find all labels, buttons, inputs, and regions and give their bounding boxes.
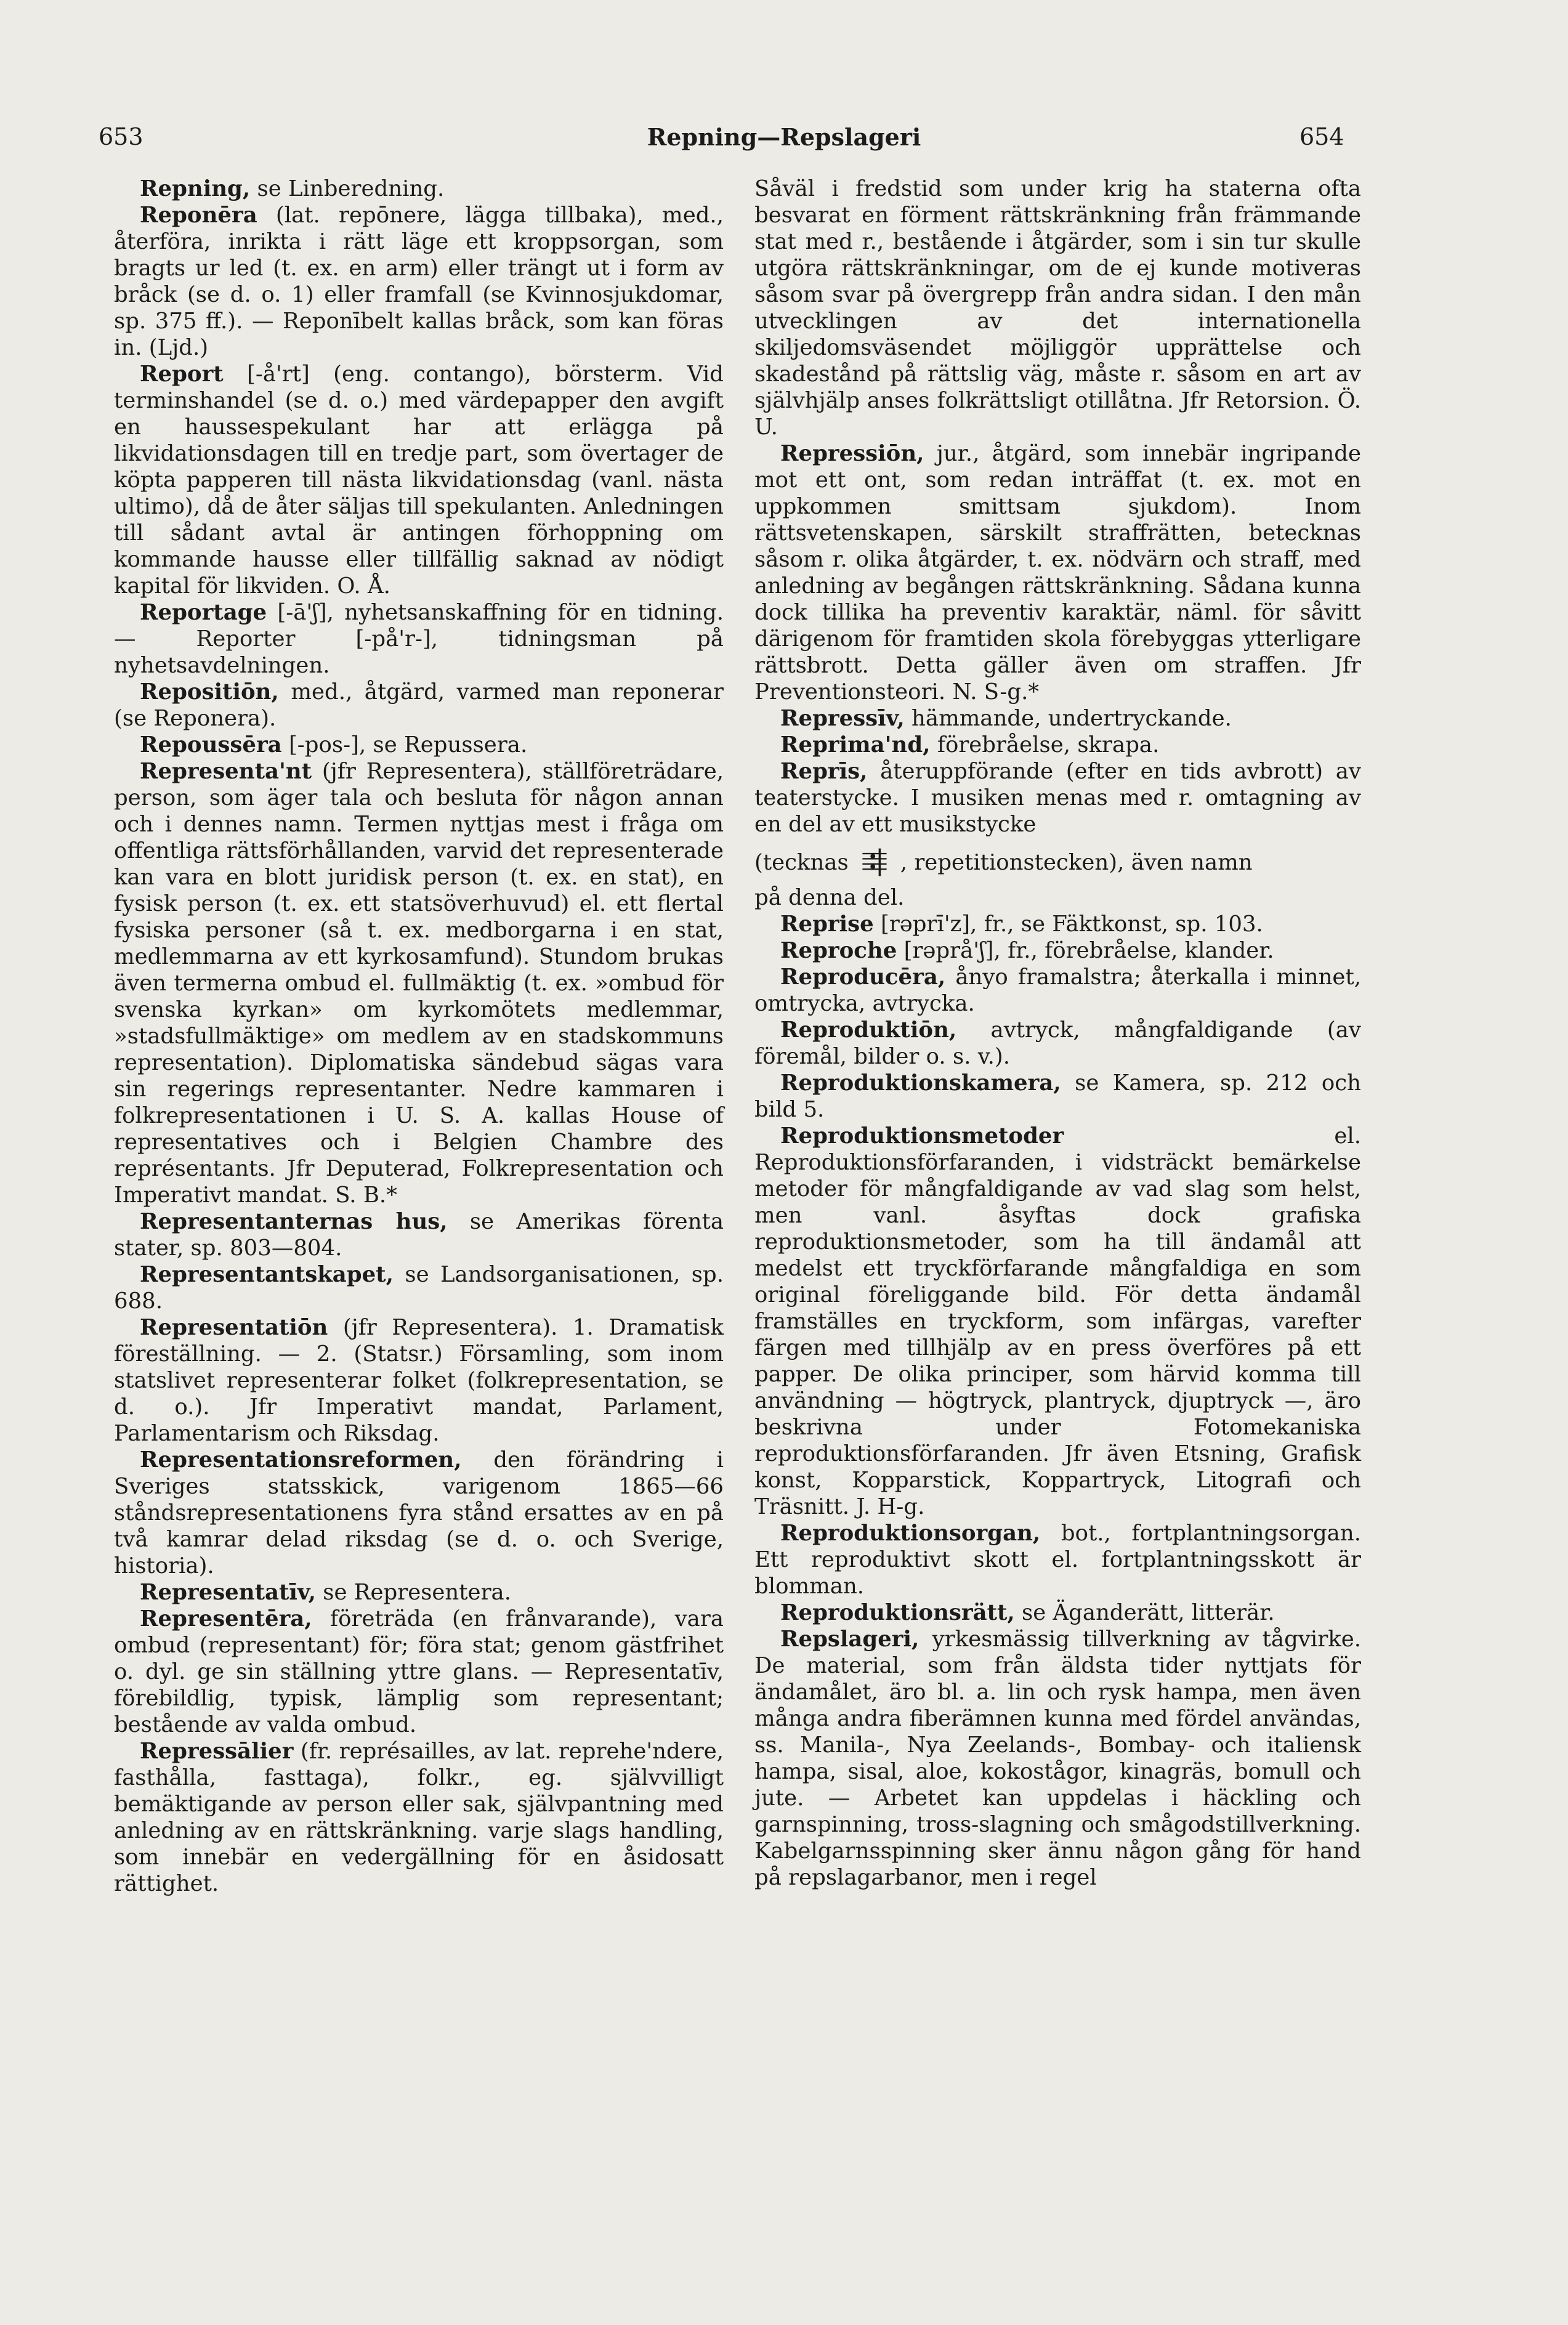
entry-headword: Report <box>140 362 224 387</box>
entry-headword: Reproduktionsrätt, <box>780 1600 1015 1625</box>
entry-headword: Reproduktiōn, <box>780 1017 957 1043</box>
entry-text: , repetitionstecken), även namn <box>900 849 1253 875</box>
repeat-sign-icon <box>857 845 892 879</box>
repeat-sign-line <box>754 845 1361 879</box>
entry-text: se Linberedning. <box>250 176 445 201</box>
entry-text: ånyo framalstra; återkalla i minnet, omtrycka, avtrycka. <box>754 964 1368 1016</box>
entry-headword: Reprise <box>780 912 874 937</box>
dictionary-entry <box>114 679 731 732</box>
dictionary-entry <box>114 361 731 599</box>
dictionary-entry <box>114 202 731 361</box>
dictionary-entry <box>754 1599 1361 1626</box>
entry-text: se Amerikas förenta stater, sp. 803—804. <box>114 1209 731 1261</box>
entry-text: förebråelse, skrapa. <box>930 732 1160 758</box>
entry-text: (lat. repōnere, lägga tillbaka), med., återföra, inrikta i rätt läge ett kroppsorgan, som bragts ur led (t. ex. en arm) eller trängt ut i form av bråck (se d. o. 1) eller framfall (se Kvinnosjukdomar, sp. 375 ff.). — Reponībelt kallas bråck, som kan föras in. (Ljd.) <box>114 203 731 360</box>
entry-headword: Repslageri, <box>780 1627 919 1652</box>
dictionary-entry <box>114 1738 731 1897</box>
entry-text: företräda (en frånvarande), vara ombud (representant) för; föra stat; genom gästfrihet o. dyl. ge sin ställning yttre glans. — Representatīv, förebildlig, typisk, lämplig som representant; bestående av valda ombud. <box>114 1606 731 1737</box>
dictionary-entry <box>114 732 724 758</box>
dictionary-entry <box>754 911 1361 937</box>
left-page-number: 653 <box>99 123 143 150</box>
dictionary-entry <box>114 1208 731 1261</box>
entry-text: avtryck, mångfaldigande (av föremål, bilder o. s. v.). <box>754 1017 1368 1069</box>
dictionary-entry <box>754 440 1368 705</box>
entry-headword: Repressīv, <box>780 706 905 731</box>
dictionary-entry <box>754 758 1368 838</box>
entry-text: se Landsorganisationen, sp. 688. <box>114 1262 731 1314</box>
dictionary-entry <box>754 884 1361 911</box>
entry-headword: Representatiōn <box>140 1315 328 1340</box>
entry-text: se Äganderätt, litterär. <box>1014 1600 1275 1625</box>
dictionary-entry <box>754 732 1361 758</box>
entry-headword: Repning, <box>140 176 251 201</box>
dictionary-entry <box>114 758 731 1208</box>
entry-text: yrkesmässig tillverkning av tågvirke. De material, som från äldsta tider nyttjats för ändamålet, äro bl. a. lin och rysk hampa, men även många andra fiberämnen kunna med fördel användas, ss. Manila-, Nya Zeelands-, Bombay- och italiensk hampa, sisal, aloe, kokostågor, kinagräs, bomull och jute. — Arbetet kan uppdelas i häckling och garnspinning, tross-slagning och smågodstillverkning. Kabelgarnsspinning sker ännu någon gång för hand på repslagarbanor, men i regel <box>754 1627 1368 1890</box>
entry-text: Såväl i fredstid som under krig ha staterna ofta besvarat en förment rättskränkning från främmande stat med r., bestående i åtgärder, som i sin tur skulle utgöra rättskränkningar, om de ej kunde motiveras såsom svar på övergrepp från andra sidan. I den mån utvecklingen av det internationella skiljedomsväsendet möjliggör upprättelse och skadestånd på rättslig väg, måste r. såsom en art av självhjälp anses folkrättsligt otillåtna. Jfr Retorsion. Ö. U. <box>754 176 1368 440</box>
entry-headword: Reproduktionsorgan, <box>780 1521 1041 1546</box>
entry-headword: Representēra, <box>140 1606 312 1632</box>
entry-headword: Reproche <box>780 938 897 963</box>
entry-headword: Repoussēra <box>140 732 282 758</box>
left-column <box>114 176 731 1897</box>
entry-text: [rəprī'z], fr., se Fäktkonst, sp. 103. <box>873 912 1263 937</box>
dictionary-entry <box>754 1070 1368 1123</box>
entry-headword: Representatīv, <box>140 1580 316 1605</box>
entry-headword: Reponēra <box>140 203 257 228</box>
dictionary-entry <box>114 176 724 202</box>
dictionary-entry <box>114 1606 731 1738</box>
dictionary-entry <box>754 937 1361 964</box>
dictionary-entry <box>754 1017 1368 1070</box>
entry-text: den förändring i Sveriges statsskick, varigenom 1865—66 ståndsrepresentationens fyra stånd ersattes av en på två kamrar delad riksdag (se d. o. och Sverige, historia). <box>114 1447 731 1579</box>
entry-headword: Reproduktionskamera, <box>780 1070 1061 1096</box>
entry-text: [-å'rt] (eng. contango), börsterm. Vid terminshandel (se d. o.) med värdepapper den avgift en haussespekulant har att erlägga på likvidationsdagen till en tredje part, som övertager de köpta papperen till nästa likvidationsdag (vanl. nästa ultimo), då de åter säljas till spekulanten. Anledningen till sådant avtal är antingen förhoppning om kommande hausse eller tillfällig saknad av nödigt kapital för likviden. O. Å. <box>114 362 731 599</box>
dictionary-entry <box>114 599 731 679</box>
entry-text: (jfr Representera). 1. Dramatisk föreställning. — 2. (Statsr.) Församling, som inom statslivet representerar folket (folkrepresentation, se d. o.). Jfr Imperativt mandat, Parlament, Parlamentarism och Riksdag. <box>114 1315 731 1446</box>
entry-text: el. Reproduktionsförfaranden, i vidsträckt bemärkelse metoder för mångfaldigande av vad slag som helst, men vanl. åsyftas dock grafiska reproduktionsmetoder, som ha till ändamål att medelst ett tryckförfarande mångfaldiga en som original föreliggande bild. För detta ändamål framställes en tryckform, som infärgas, varefter färgen med tillhjälp av en press överföres på ett papper. De olika principer, som härvid komma till användning — högtryck, plantryck, djuptryck —, äro beskrivna under Fotomekaniska reproduktionsförfaranden. Jfr även Etsning, Grafisk konst, Kopparstick, Koppartryck, Litografi och Träsnitt. J. H-g. <box>754 1123 1368 1519</box>
dictionary-entry <box>754 1123 1368 1520</box>
entry-headword: Repressiōn, <box>780 441 924 466</box>
entry-text: [-ā'ʃ], nyhetsanskaffning för en tidning. — Reporter [-på'r-], tidningsman på nyhetsavdelningen. <box>114 600 731 678</box>
entry-headword: Reprīs, <box>780 759 868 784</box>
dictionary-entry <box>754 964 1368 1017</box>
entry-text: på denna del. <box>754 885 905 910</box>
right-column <box>754 176 1368 1891</box>
entry-text: se Representera. <box>315 1580 511 1605</box>
entry-headword: Reprima'nd, <box>780 732 931 758</box>
dictionary-entry <box>114 1579 724 1606</box>
entry-text: (jfr Representera), ställföreträdare, person, som äger tala och besluta för någon annan och i dennes namn. Termen nyttjas mest i fråga om offentliga rättsförhållanden, varvid det representerade kan vara en blott juridisk person (t. ex. en stat), en fysisk person (t. ex. ett statsöverhuvud) el. ett flertal fysiska personer (så t. ex. medborgarna i en stat, medlemmarna av ett kyrkosamfund). Stundom brukas även termerna ombud el. fullmäktig (t. ex. »ombud för svenska kyrkan» om kyrkomötets medlemmar, »stadsfullmäktige» om medlem av en stadskommuns representation). Diplomatiska sändebud sägas vara sin regerings representanter. Nedre kammaren i folkrepresentationen i U. S. A. kallas House of representatives och i Belgien Chambre des représentants. Jfr Deputerad, Folkrepresentation och Imperativt mandat. S. B.* <box>114 759 731 1208</box>
entry-headword: Reportage <box>140 600 267 625</box>
entry-text: jur., åtgärd, som innebär ingripande mot ett ont, som redan inträffat (t. ex. mot en uppkommen smittsam sjukdom). Inom rättsvetenskapen, särskilt straffrätten, betecknas såsom r. olika åtgärder, t. ex. nödvärn och straff, med anledning av begången rättskränkning. Sådana kunna dock tillika ha preventiv karaktär, näml. för såvitt därigenom för framtiden skola förebyggas ytterligare rättsbrott. Detta gäller även om straffen. Jfr Preventionsteori. N. S-g.* <box>754 441 1368 705</box>
right-page-number: 654 <box>1299 123 1344 150</box>
dictionary-entry <box>754 1626 1368 1891</box>
entry-text: (fr. représailles, av lat. reprehe'ndere, fasthålla, fasttaga), folkr., eg. självvilligt bemäktigande av person eller sak, självpantning med anledning av en rättskränkning. varje slags handling, som innebär en vedergällning för en åsidosatt rättighet. <box>114 1739 731 1896</box>
entry-headword: Representantskapet, <box>140 1262 394 1287</box>
dictionary-entry <box>754 1520 1368 1599</box>
running-title: Repning—Repslageri <box>647 123 921 151</box>
entry-headword: Representa'nt <box>140 759 312 784</box>
entry-headword: Repositiōn, <box>140 679 279 705</box>
entry-headword: Reproducēra, <box>780 964 946 990</box>
page-header <box>0 123 1568 172</box>
dictionary-entry <box>754 705 1361 732</box>
entry-text: (tecknas <box>754 849 849 875</box>
entry-headword: Reproduktionsmetoder <box>780 1123 1064 1149</box>
entry-headword: Representationsreformen, <box>140 1447 462 1473</box>
entry-text: [rəprå'ʃ], fr., förebråelse, klander. <box>897 938 1274 963</box>
dictionary-entry <box>754 176 1368 440</box>
entry-text: bot., fortplantningsorgan. Ett reproduktivt skott el. fortplantningsskott är blomman. <box>754 1521 1368 1599</box>
entry-text: [-pos-], se Repussera. <box>281 732 528 758</box>
entry-headword: Representanternas hus, <box>140 1209 448 1234</box>
entry-text: med., åtgärd, varmed man reponerar (se Reponera). <box>114 679 731 731</box>
dictionary-entry <box>114 1261 731 1314</box>
dictionary-entry <box>114 1447 731 1579</box>
dictionary-entry <box>114 1314 731 1447</box>
entry-text: återuppförande (efter en tids avbrott) av teaterstycke. I musiken menas med r. omtagning av en del av ett musikstycke <box>754 759 1368 837</box>
entry-text: hämmande, undertryckande. <box>904 706 1232 731</box>
entry-headword: Repressālier <box>140 1739 294 1764</box>
entry-text: se Kamera, sp. 212 och bild 5. <box>754 1070 1368 1122</box>
